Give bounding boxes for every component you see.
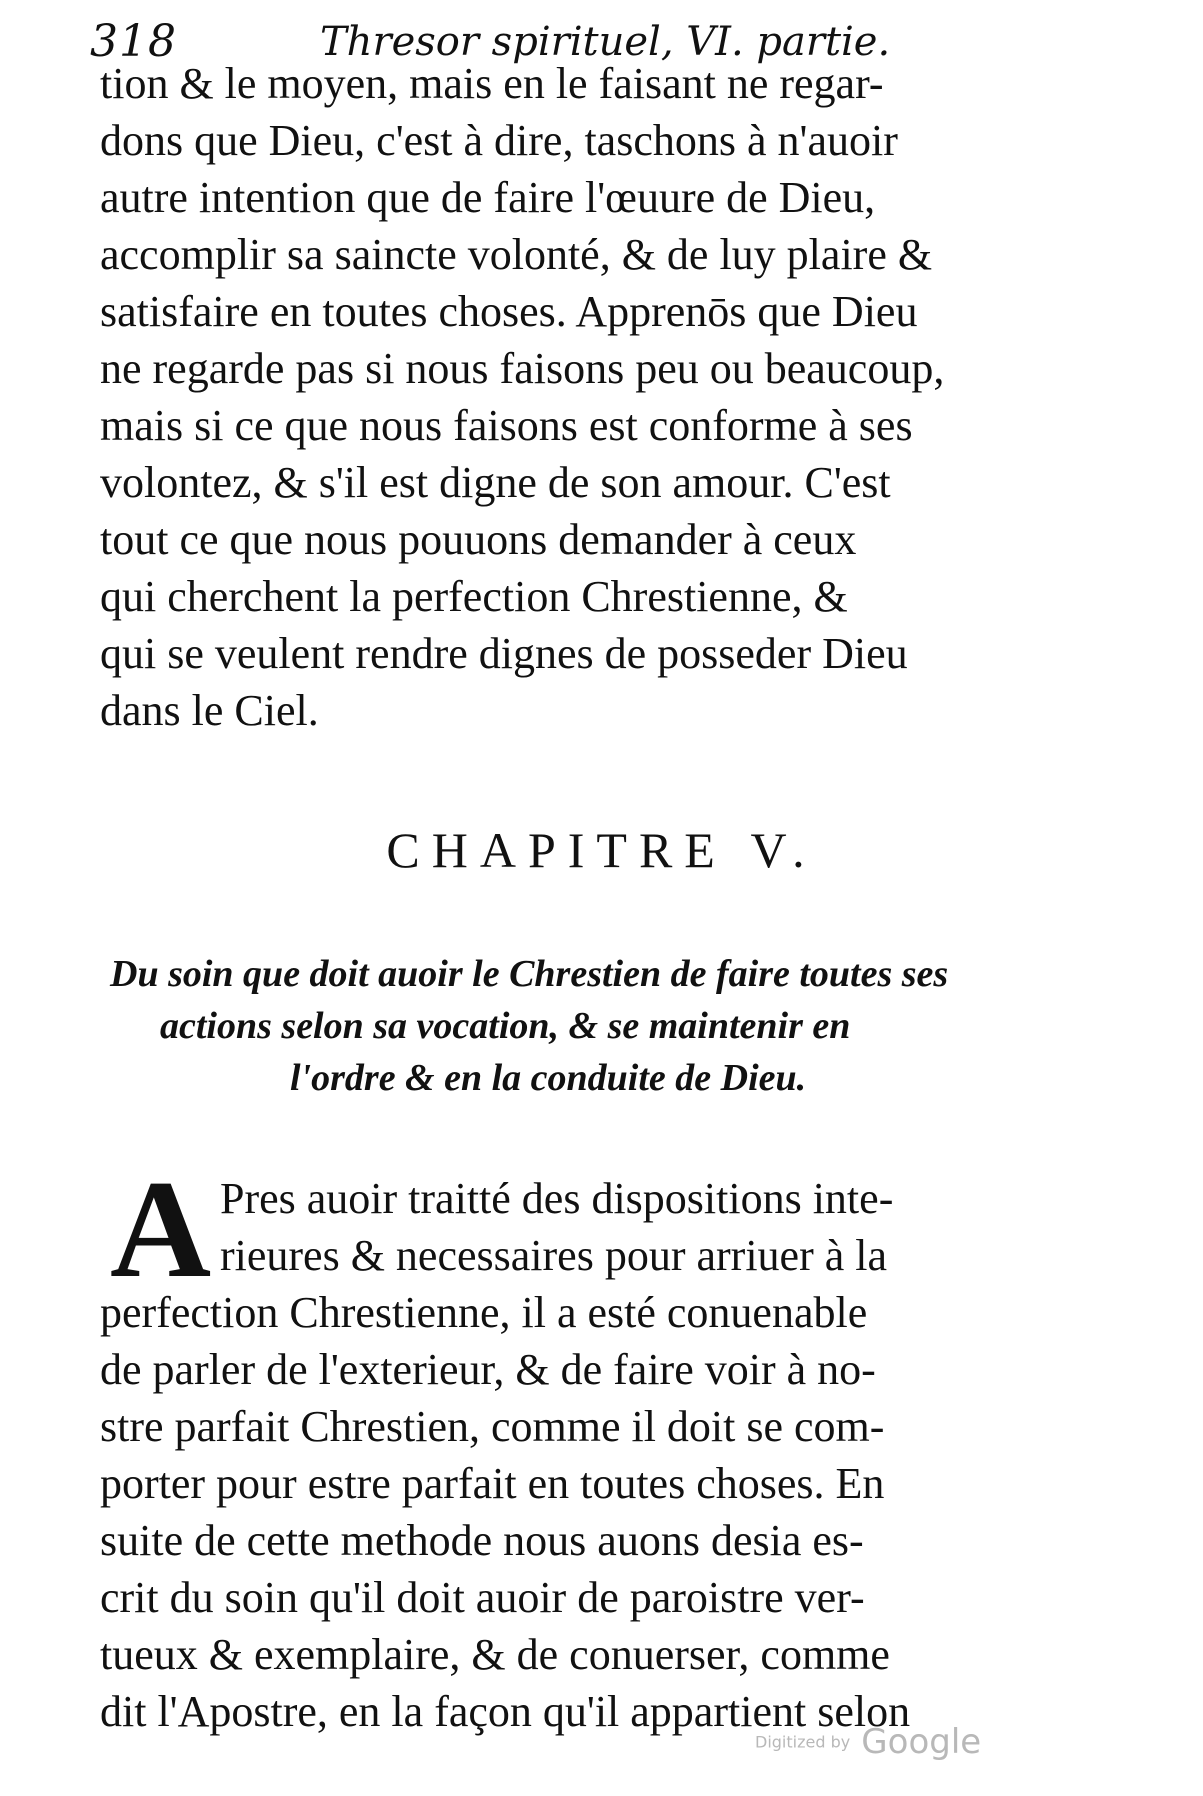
chapter-heading: CHAPITRE V. [386,822,817,878]
text-line: rieures & necessaires pour arriuer à la [220,1231,888,1280]
top-paragraph [100,55,1075,739]
text-line: de parler de l'exterieur, & de faire voir à no- [100,1345,876,1394]
text-line: Pres auoir traitté des dispositions inte- [220,1174,894,1223]
text-line: dans le Ciel. [100,686,319,735]
digitized-watermark [755,1722,981,1762]
text-line: perfection Chrestienne, il a esté conuenable [100,1288,868,1337]
text-line: qui cherchent la perfection Chrestienne, & [100,572,848,621]
text-line: volontez, & s'il est digne de son amour. C'est [100,458,891,507]
text-line: crit du soin qu'il doit auoir de paroistre ver- [100,1573,865,1622]
text-line: qui se veulent rendre dignes de posseder Dieu [100,629,908,678]
body-paragraph [100,1152,1075,1740]
summary-line: actions selon sa vocation, & se maintenir en [160,1005,851,1047]
text-line: ne regarde pas si nous faisons peu ou beaucoup, [100,344,945,393]
watermark-brand: Google [861,1722,982,1762]
drop-cap: A [110,1152,212,1307]
text-line: stre parfait Chrestien, comme il doit se com- [100,1402,885,1451]
text-line: mais si ce que nous faisons est conforme à ses [100,401,913,450]
summary-line: l'ordre & en la conduite de Dieu. [290,1057,807,1099]
running-title: Thresor spirituel, VI. partie. [320,19,891,65]
text-line: accomplir sa saincte volonté, & de luy plaire & [100,230,933,279]
text-line: tueux & exemplaire, & de conuerser, comme [100,1630,890,1679]
summary-line: Du soin que doit auoir le Chrestien de faire toutes ses [110,953,949,995]
text-line: dons que Dieu, c'est à dire, taschons à n'auoir [100,116,898,165]
text-line: porter pour estre parfait en toutes choses. En [100,1459,885,1508]
text-line: tout ce que nous pouuons demander à ceux [100,515,857,564]
watermark-prefix: Digitized by [755,1732,851,1752]
text-line: tion & le moyen, mais en le faisant ne regar- [100,59,884,108]
text-line: satisfaire en toutes choses. Apprenōs que Dieu [100,287,918,336]
page-number: 318 [90,16,177,67]
text-line: suite de cette methode nous auons desia es- [100,1516,864,1565]
text-line: autre intention que de faire l'œuure de Dieu, [100,173,876,222]
text-line: dit l'Apostre, en la façon qu'il appartient selon [100,1687,911,1736]
chapter-summary [110,948,1070,1104]
